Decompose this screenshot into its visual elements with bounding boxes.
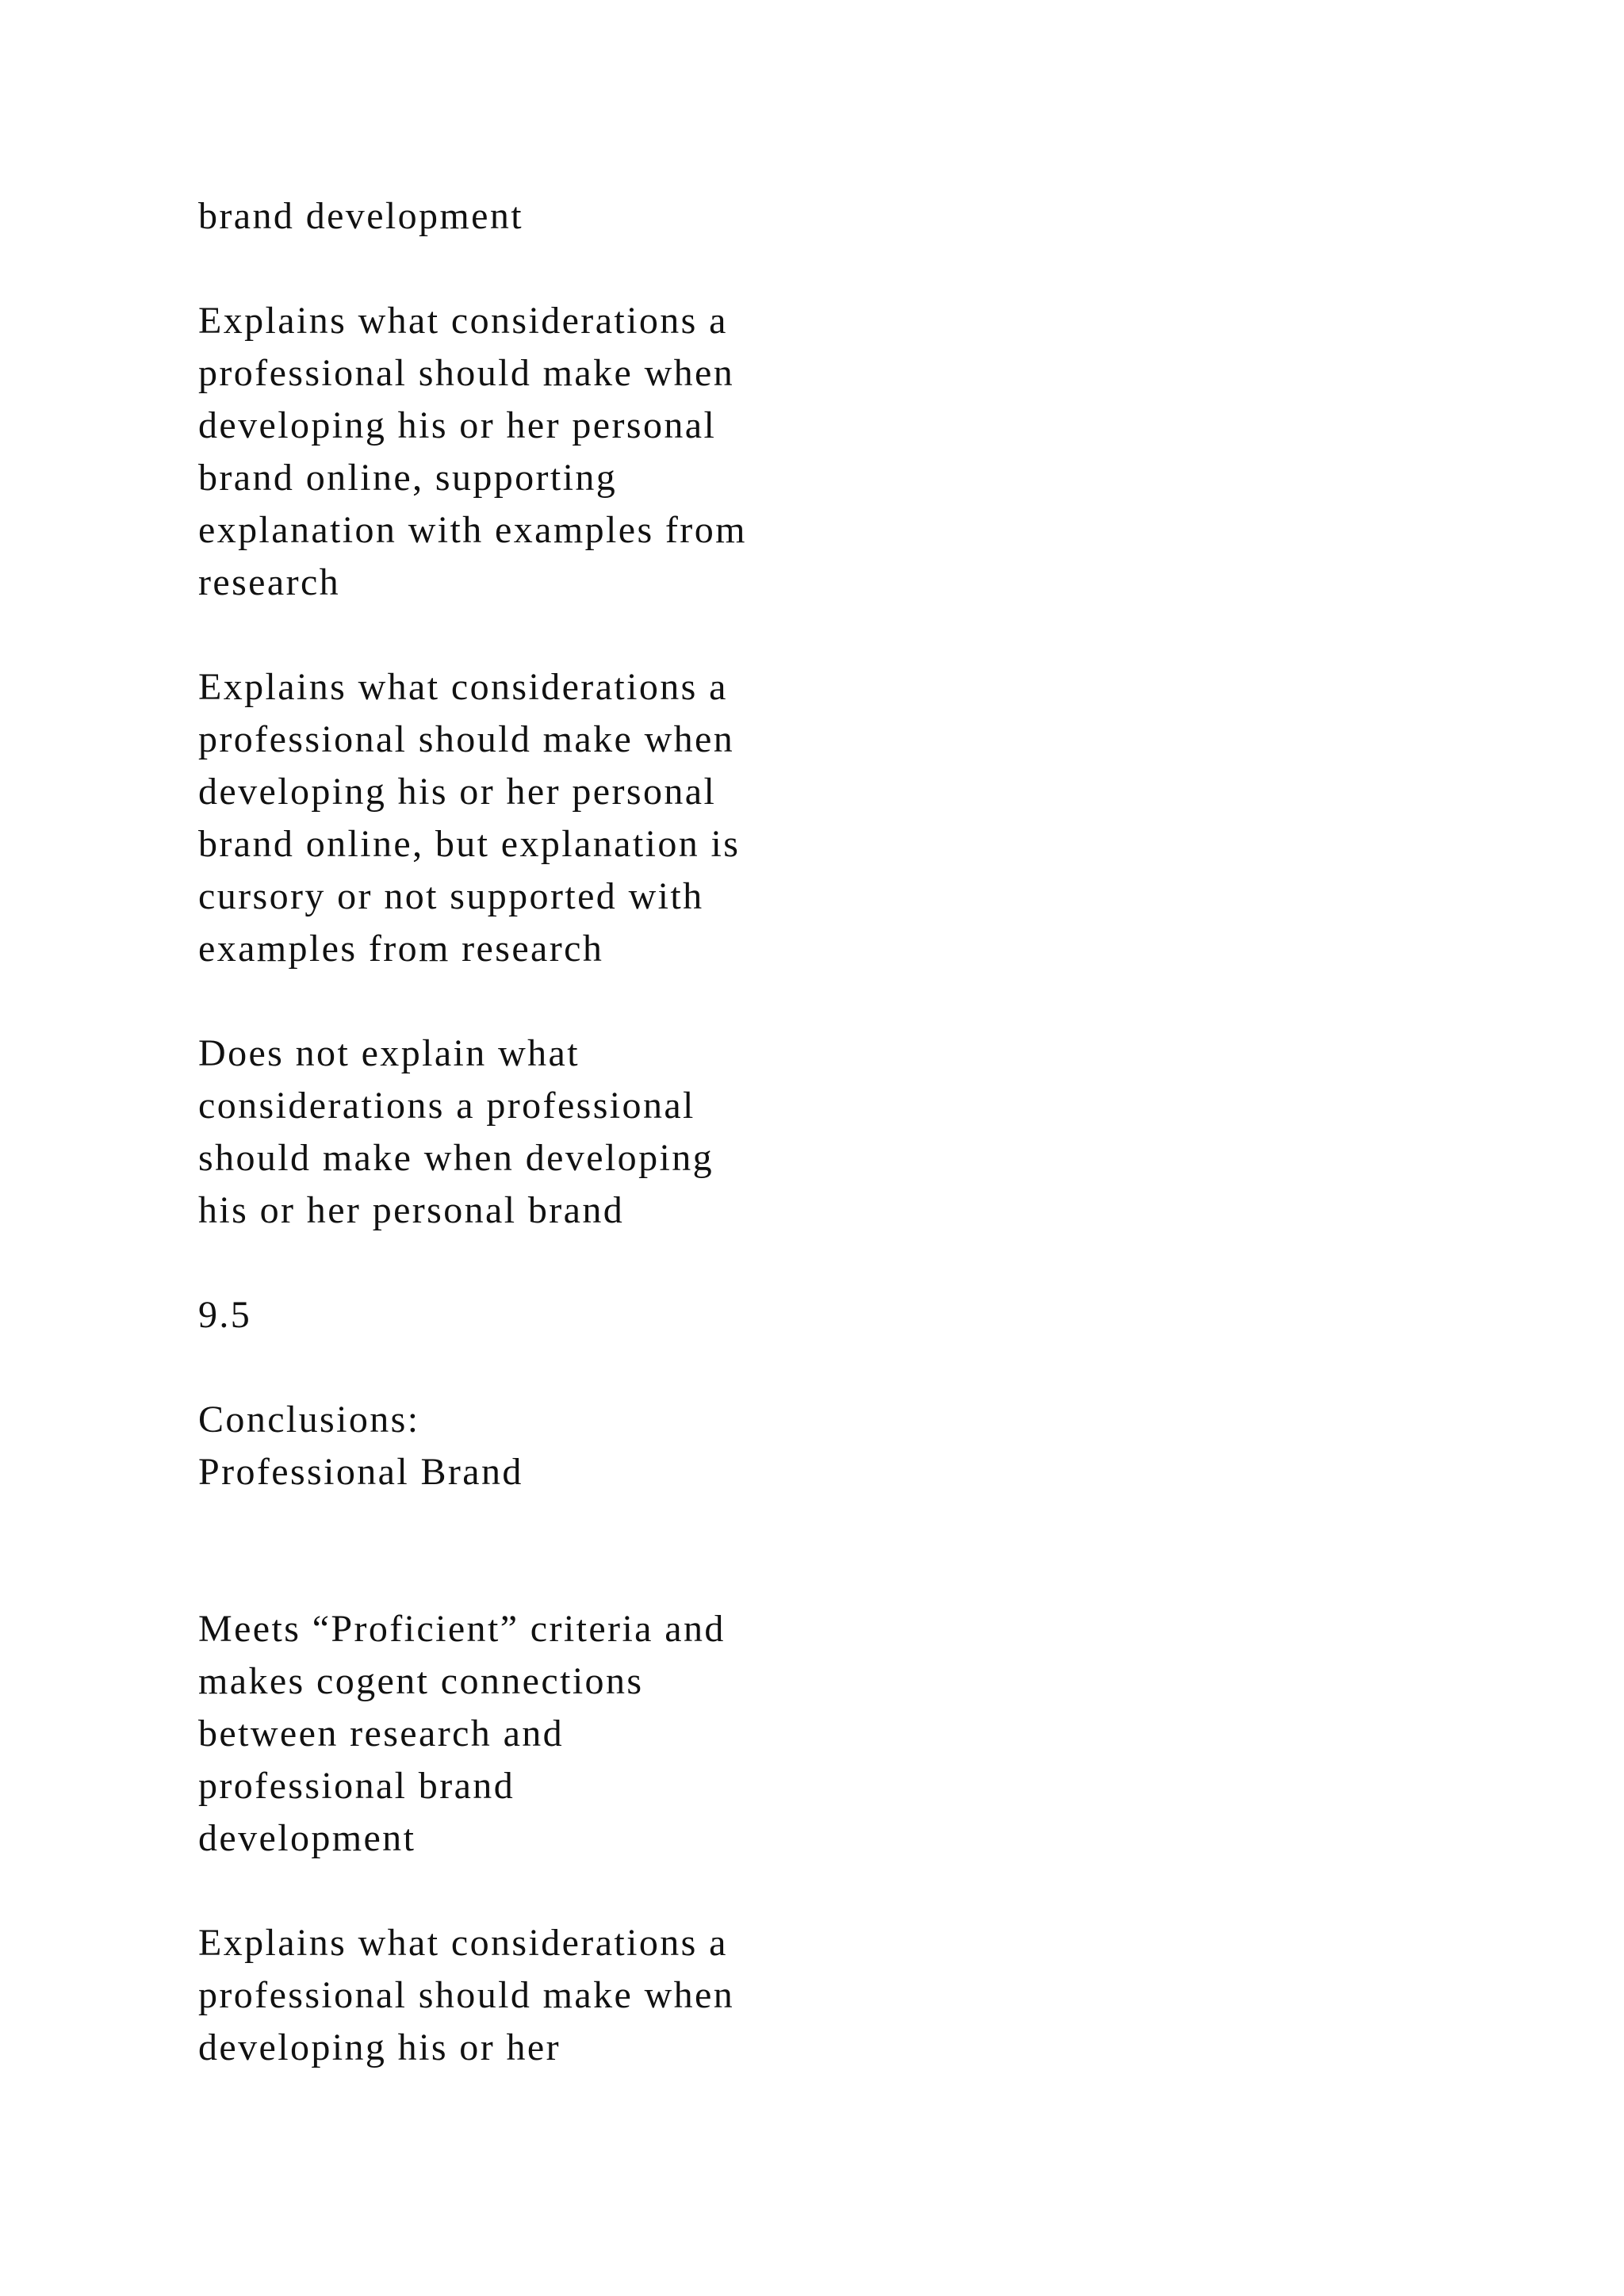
- paragraph-proficient-criteria: Explains what considerations a professional should make when developing his or her personal brand online, supporting explanation with examples from research: [198, 300, 747, 603]
- paragraph-proficient-criteria-continued: Explains what considerations a professional should make when developing his or her: [198, 1922, 735, 2068]
- paragraph-needs-improvement-criteria: Explains what considerations a professional should make when developing his or her personal brand online, but explanation is cursory or not supported with examples from research: [198, 666, 741, 970]
- paragraph-not-evident-criteria: Does not explain what considerations a professional should make when developing his or her personal brand: [198, 1032, 714, 1231]
- paragraph-exemplary-criteria: Meets “Proficient” criteria and makes cogent connections between research and professional brand development: [198, 1608, 726, 1859]
- section-number: 9.5: [198, 1294, 252, 1336]
- paragraph-brand-development: brand development: [198, 195, 524, 237]
- section-heading: Conclusions: Professional Brand: [198, 1399, 523, 1493]
- rubric-text-column: [198, 190, 912, 2074]
